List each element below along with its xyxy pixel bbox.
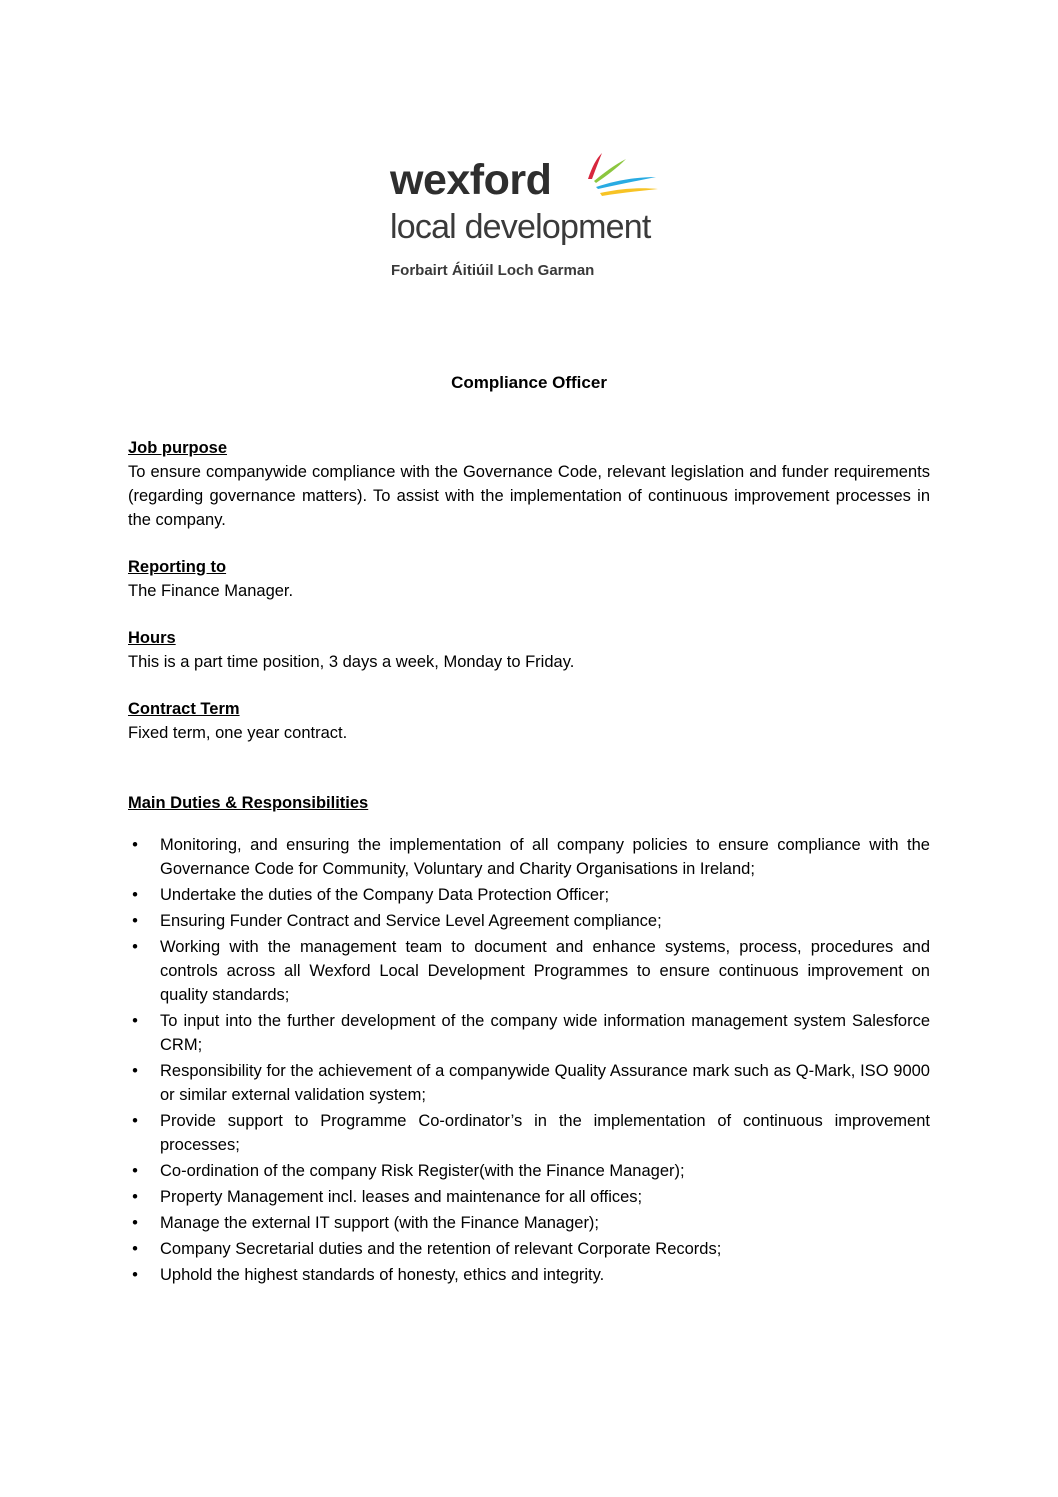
logo-wordmark: wexford <box>390 156 552 204</box>
document-body <box>128 436 930 1289</box>
logo-irish-name: Forbairt Áitiúil Loch Garman <box>391 262 595 279</box>
list-item-text: Provide support to Programme Co-ordinator’s in the implementation of continuous improvement processes; <box>160 1112 930 1154</box>
list-item <box>128 883 930 907</box>
list-item <box>128 1009 930 1057</box>
list-item-text: Monitoring, and ensuring the implementation of all company policies to ensure compliance with the Governance Code for Community, Voluntary and Charity Organisations in Ireland; <box>160 836 930 878</box>
section-text: This is a part time position, 3 days a week, Monday to Friday. <box>128 653 575 671</box>
list-item-text: Uphold the highest standards of honesty, ethics and integrity. <box>160 1266 605 1284</box>
list-item-text: To input into the further development of the company wide information management system Salesforce CRM; <box>160 1012 930 1054</box>
list-item <box>128 1237 930 1261</box>
section-heading: Job purpose <box>128 439 228 457</box>
list-item-text: Working with the management team to document and enhance systems, process, procedures and controls across all Wexford Local Development Programmes to ensure continuous improvement on quality standards; <box>160 938 930 1004</box>
document-title: Compliance Officer <box>451 373 607 392</box>
list-item-text: Ensuring Funder Contract and Service Level Agreement compliance; <box>160 912 662 930</box>
list-item-text: Co-ordination of the company Risk Register(with the Finance Manager); <box>160 1162 685 1180</box>
logo-subtitle: local development <box>390 208 651 246</box>
bullet-icon: • <box>132 1240 138 1258</box>
bullet-icon: • <box>132 1062 138 1080</box>
list-item-text: Company Secretarial duties and the retention of relevant Corporate Records; <box>160 1240 722 1258</box>
bullet-icon: • <box>132 836 138 854</box>
bullet-icon: • <box>132 1188 138 1206</box>
section-contract-term <box>128 697 930 745</box>
logo-swoosh-icon <box>578 149 668 199</box>
list-item-text: Undertake the duties of the Company Data Protection Officer; <box>160 886 610 904</box>
section-reporting-to <box>128 555 930 603</box>
bullet-icon: • <box>132 1266 138 1284</box>
list-item-text: Property Management incl. leases and maintenance for all offices; <box>160 1188 643 1206</box>
section-heading: Hours <box>128 629 176 647</box>
bullet-icon: • <box>132 1214 138 1232</box>
list-item <box>128 1185 930 1209</box>
bullet-icon: • <box>132 1162 138 1180</box>
duties-list <box>128 833 930 1287</box>
list-item <box>128 1159 930 1183</box>
list-item <box>128 1211 930 1235</box>
list-item <box>128 833 930 881</box>
list-item <box>128 1109 930 1157</box>
list-item <box>128 1059 930 1107</box>
section-heading: Reporting to <box>128 558 227 576</box>
bullet-icon: • <box>132 1012 138 1030</box>
bullet-icon: • <box>132 886 138 904</box>
section-text: The Finance Manager. <box>128 582 294 600</box>
section-heading: Contract Term <box>128 700 240 718</box>
section-text: To ensure companywide compliance with the Governance Code, relevant legislation and funder requirements (regarding governance matters). To assist with the implementation of continuous improvement processes in the company. <box>128 463 930 529</box>
wexford-logo <box>388 143 678 288</box>
duties-heading: Main Duties & Responsibilities <box>128 794 369 812</box>
section-job-purpose <box>128 436 930 532</box>
list-item-text: Responsibility for the achievement of a companywide Quality Assurance mark such as Q-Mark, ISO 9000 or similar external validation system; <box>160 1062 930 1104</box>
list-item <box>128 1263 930 1287</box>
section-hours <box>128 626 930 674</box>
bullet-icon: • <box>132 912 138 930</box>
bullet-icon: • <box>132 1112 138 1130</box>
list-item-text: Manage the external IT support (with the Finance Manager); <box>160 1214 600 1232</box>
list-item <box>128 909 930 933</box>
bullet-icon: • <box>132 938 138 956</box>
list-item <box>128 935 930 1007</box>
section-text: Fixed term, one year contract. <box>128 724 348 742</box>
